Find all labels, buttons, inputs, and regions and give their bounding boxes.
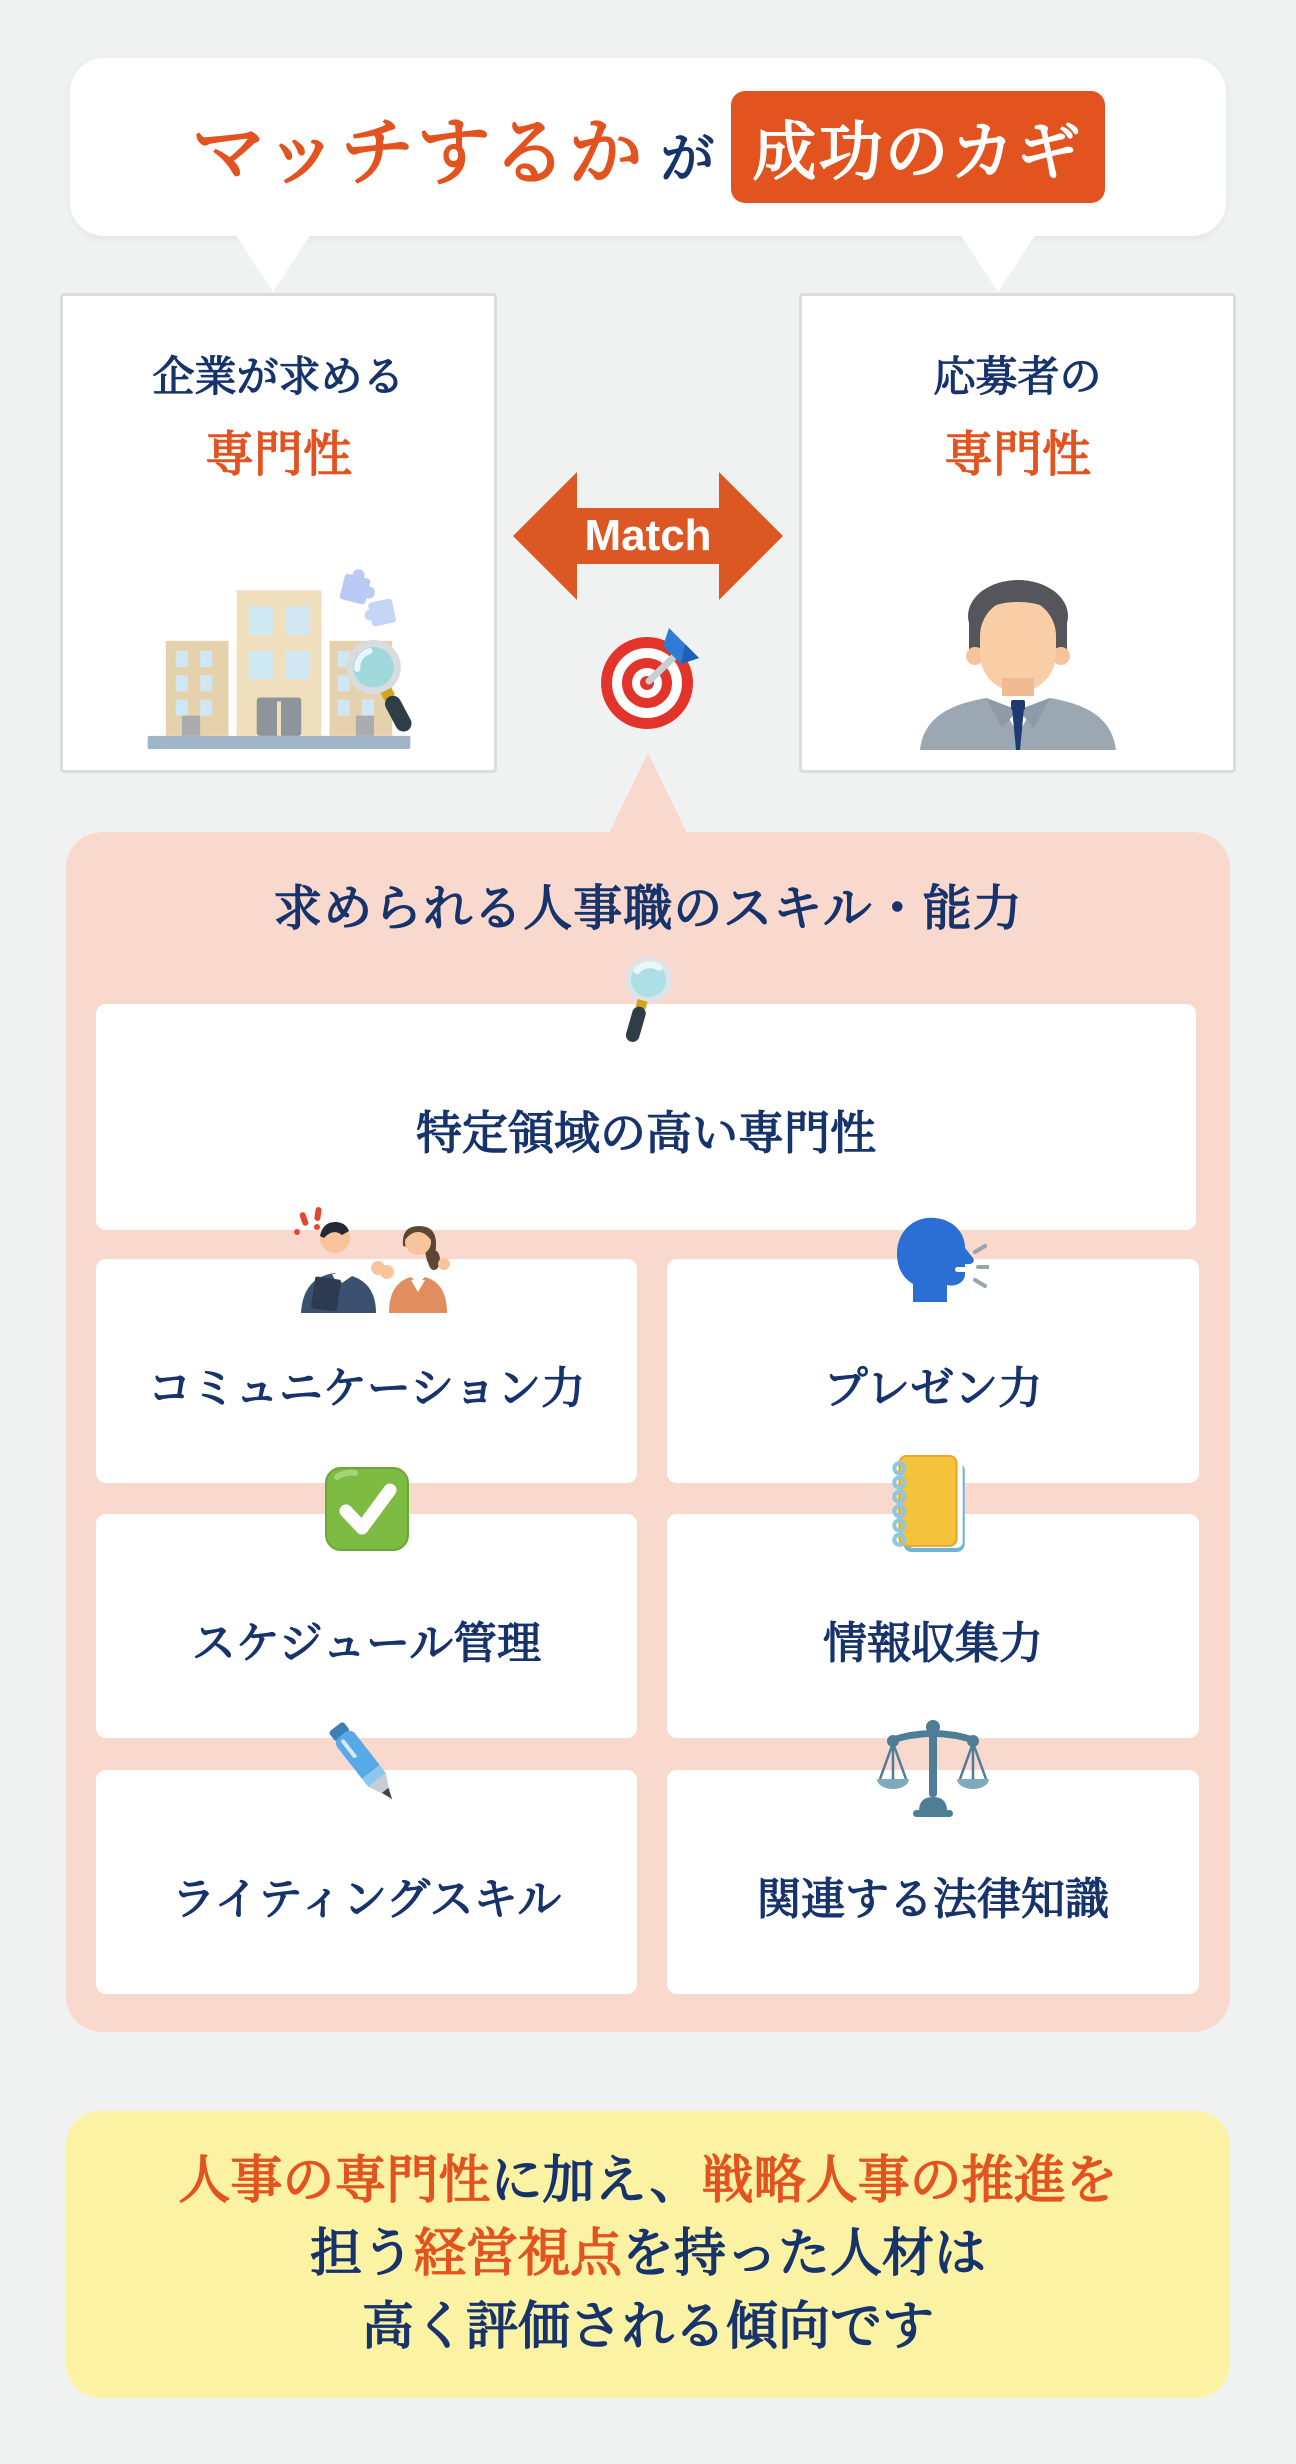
skills-title: 求められる人事職のスキル・能力 (273, 882, 1023, 936)
people-talking-icon (281, 1206, 451, 1313)
dart-target-icon (597, 626, 701, 730)
match-arrow (511, 468, 785, 604)
summary-line-1 (178, 2145, 1117, 2218)
skill-label: 関連する法律知識 (757, 1875, 1109, 1924)
applicant-box (799, 293, 1236, 773)
summary-line-3 (362, 2291, 934, 2364)
speaking-head-icon (883, 1210, 989, 1310)
applicant-line1: 応募者の (933, 353, 1102, 400)
magnifier-icon (606, 948, 690, 1052)
skill-label: コミュニケーション力 (147, 1364, 586, 1413)
banner-tail-left (235, 234, 311, 292)
summary-segment: に加え、 (490, 2152, 702, 2210)
headline-key-phrase: 成功のカギ (731, 91, 1105, 203)
match-label: Match (584, 511, 712, 560)
summary-line-2 (310, 2218, 986, 2291)
summary-note (66, 2111, 1230, 2398)
skill-label: プレゼン力 (823, 1364, 1043, 1413)
pen-icon (318, 1718, 416, 1816)
skill-label: 情報収集力 (823, 1619, 1043, 1668)
summary-segment: 戦略人事の推進を (701, 2152, 1118, 2210)
skills-panel (66, 832, 1230, 2032)
banner-tail-right (960, 234, 1036, 292)
applicant-person-icon (868, 558, 1168, 750)
skill-label: 特定領域の高い専門性 (416, 1107, 876, 1159)
summary-segment: 担う (309, 2225, 414, 2283)
balance-scale-icon (877, 1716, 989, 1818)
headline-banner (70, 58, 1226, 236)
company-line1: 企業が求める (152, 353, 405, 400)
check-mark-icon (323, 1465, 411, 1553)
skill-label: スケジュール管理 (191, 1619, 542, 1668)
summary-segment: 高く評価される傾向です (361, 2298, 934, 2356)
applicant-line2: 専門性 (943, 428, 1091, 482)
headline-highlight: マッチするか (191, 111, 645, 194)
skills-panel-tail (609, 753, 687, 833)
summary-segment: を持った人材は (622, 2225, 987, 2283)
summary-segment: 人事の専門性 (178, 2152, 491, 2210)
notebook-icon (887, 1454, 969, 1554)
company-line2: 専門性 (204, 428, 352, 482)
skill-label: ライティングスキル (171, 1875, 562, 1924)
company-box (60, 293, 497, 773)
summary-segment: 経営視点 (413, 2225, 622, 2283)
company-building-icon (114, 562, 444, 750)
headline-particle: が (660, 128, 715, 189)
